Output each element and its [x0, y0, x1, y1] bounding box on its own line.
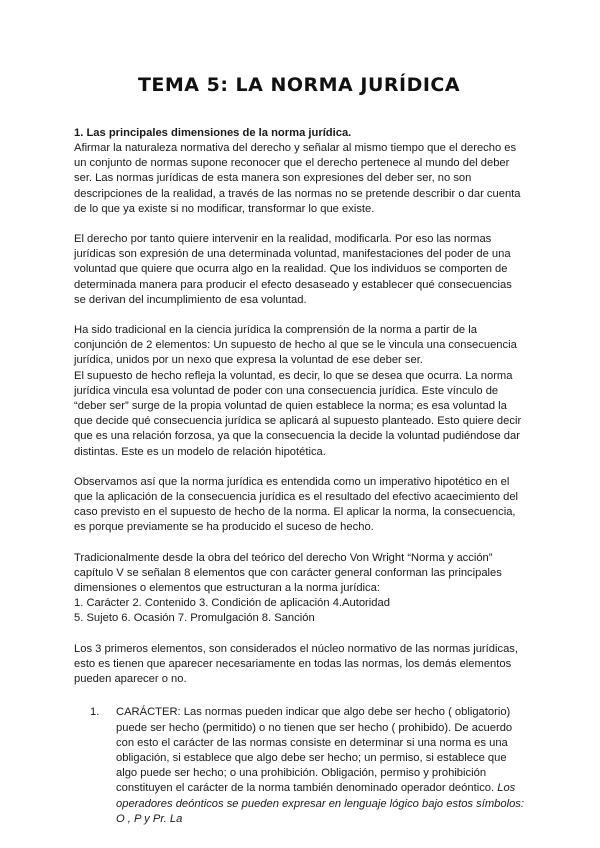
- page-title: TEMA 5: LA NORMA JURÍDICA: [137, 74, 461, 96]
- list-item-italic-text: Los operadores deónticos se pueden expresar en lenguaje lógico bajo estos símbolos: O , P y Pr. La: [116, 782, 524, 825]
- paragraph-4: El supuesto de hecho refleja la voluntad, es decir, lo que se desea que ocurra. La norma jurídica vincula esa voluntad de poder con una consecuencia jurídica. Este vínculo de “deber ser” surge de la propia voluntad de quien establece la norma; es esa voluntad la que decide qué consecuencia jurídica se aplicará al supuesto planteado. Esto quiere decir que es una relación forzosa, ya que la consecuencia la decide la voluntad pudiéndose dar distintas. Este es un modelo de relación hipotética.: [74, 369, 522, 458]
- paragraph-5: Observamos así que la norma jurídica es entendida como un imperativo hipotético en el que la aplicación de la consecuencia jurídica es el resultado del efectivo acaecimiento del caso previsto en el supuesto de hecho de la norma. El aplicar la norma, la consecuencia, es porque previamente se ha producido el suceso de hecho.: [74, 475, 519, 534]
- list-item-text: CARÁCTER: Las normas pueden indicar que algo debe ser hecho ( obligatorio) puede ser hecho (permitido) o no tienen que ser hecho ( prohibido). De acuerdo con esto el carácter de las normas consiste en determinar si una norma es una obligación, si establece que algo debe ser hecho; un permiso, si establece que algo puede ser hecho; o una prohibición. Obligación, permiso y prohibición constituyen el carácter de la norma también denominado operador deóntico.: [116, 706, 513, 795]
- paragraph-7: Los 3 primeros elementos, son considerados el núcleo normativo de las normas jurídicas, esto es tienen que aparecer necesariamente en todas las normas, los demás elementos pueden aparecer o no.: [74, 642, 518, 686]
- paragraph-1: Afirmar la naturaleza normativa del derecho y señalar al mismo tiempo que el derecho es un conjunto de normas supone reconocer que el derecho pertenece al mundo del deber ser. Las normas jurídicas de esta manera son expresiones del deber ser, no son descripciones de la realidad, a través de las normas no se pretende describir o dar cuenta de lo que ya existe si no modificar, transformar lo que existe.: [74, 142, 521, 215]
- elements-line-2: 5. Sujeto 6. Ocasión 7. Promulgación 8. Sanción: [74, 612, 315, 625]
- numbered-list: [74, 705, 524, 827]
- elements-line-1: 1. Carácter 2. Contenido 3. Condición de aplicación 4.Autoridad: [74, 597, 390, 610]
- list-item-body: [116, 705, 524, 827]
- list-item-number: 1.: [90, 706, 100, 719]
- paragraph-3: Ha sido tradicional en la ciencia jurídica la comprensión de la norma a partir de la conjunción de 2 elementos: Un supuesto de hecho al que se le vincula una consecuencia jurídica, unidos por un nexo que expresa la voluntad de ese deber ser.: [74, 324, 517, 367]
- paragraph-6: Tradicionalmente desde la obra del teórico del derecho Von Wright “Norma y acción” capítulo V se señalan 8 elementos que con carácter general conforman las principales dimensiones o elementos que estructuran a la norma jurídica:: [74, 551, 502, 595]
- section-heading: 1. Las principales dimensiones de la norma jurídica.: [74, 127, 352, 139]
- paragraph-2: El derecho por tanto quiere intervenir en la realidad, modificarla. Por eso las normas jurídicas son expresión de una determinada voluntad, manifestaciones del poder de una voluntad que quiere que ocurra algo en la realidad. Que los individuos se comporten de determinada manera para producir el efecto desaseado y establecer qué consecuencias se derivan del incumplimiento de esa voluntad.: [74, 233, 512, 306]
- list-item: [74, 705, 524, 827]
